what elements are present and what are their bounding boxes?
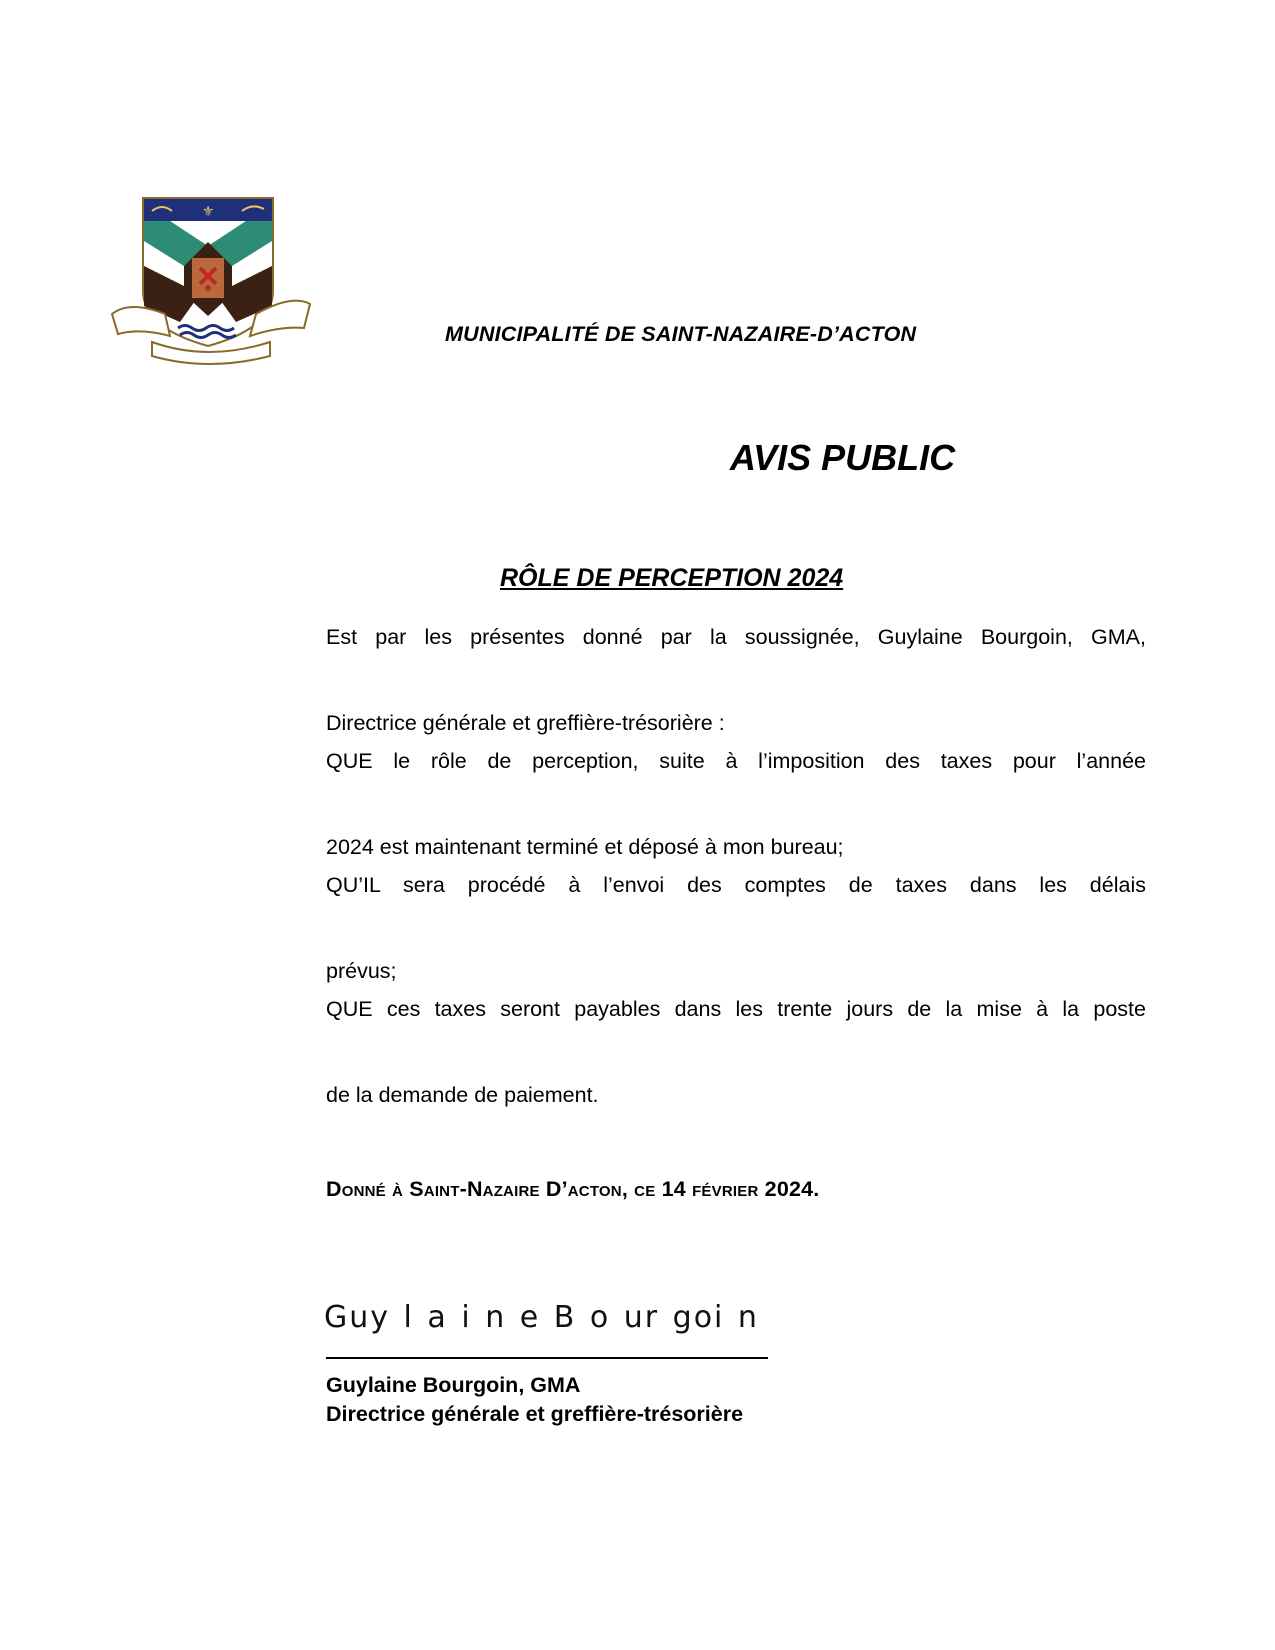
- paragraph-role: [326, 740, 1146, 869]
- paragraph-line: Directrice générale et greffière-trésorière :: [326, 711, 725, 735]
- paragraph-payment: [326, 988, 1146, 1117]
- paragraph-line: de la demande de paiement.: [326, 1083, 599, 1107]
- crest-image: [110, 196, 312, 372]
- municipal-crest: [110, 196, 312, 372]
- paragraph-line: QU’IL sera procédé à l’envoi des comptes de taxes dans les délais: [326, 873, 1146, 897]
- paragraph-line: Est par les présentes donné par la soussignée, Guylaine Bourgoin, GMA,: [326, 625, 1146, 649]
- given-date-line: Donné à Saint-Nazaire D’acton, ce 14 février 2024.: [326, 1177, 820, 1201]
- paragraph-line: QUE ces taxes seront payables dans les trente jours de la mise à la poste: [326, 997, 1146, 1021]
- paragraph-line: 2024 est maintenant terminé et déposé à mon bureau;: [326, 835, 844, 859]
- signatory-title: Directrice générale et greffière-trésorière: [326, 1402, 744, 1426]
- handwritten-signature: Guy l a i n e B o ur goi n: [324, 1300, 759, 1335]
- svg-text:⚜: ⚜: [201, 204, 215, 220]
- paragraph-sending: [326, 864, 1146, 993]
- signature-line: [326, 1357, 768, 1359]
- notice-heading: [0, 437, 1275, 479]
- notice-title: AVIS PUBLIC: [729, 437, 956, 478]
- paragraph-line: QUE le rôle de perception, suite à l’imposition des taxes pour l’année: [326, 749, 1146, 773]
- signatory-name: Guylaine Bourgoin, GMA: [326, 1373, 581, 1397]
- paragraph-line: prévus;: [326, 959, 397, 983]
- paragraph-intro: [326, 616, 1146, 745]
- notice-subtitle: RÔLE DE PERCEPTION 2024: [500, 564, 844, 592]
- municipality-name: MUNICIPALITÉ DE SAINT-NAZAIRE-D’ACTON: [445, 322, 917, 346]
